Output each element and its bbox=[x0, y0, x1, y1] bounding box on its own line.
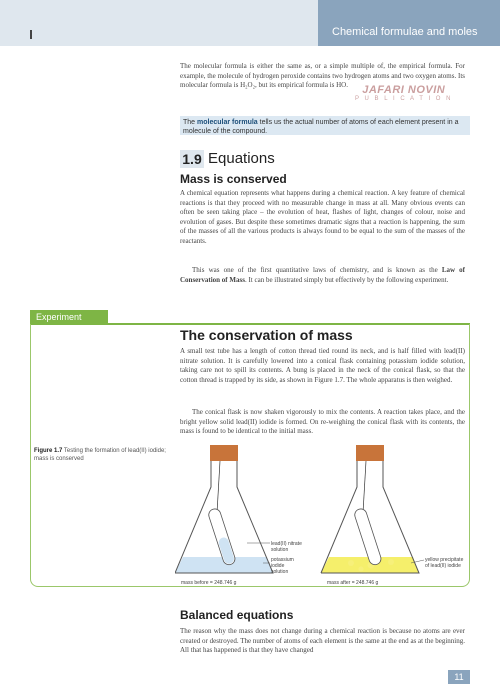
experiment-tab: Experiment bbox=[30, 310, 108, 324]
bung-before bbox=[210, 445, 238, 461]
header-right-band bbox=[318, 0, 500, 46]
header-marker bbox=[30, 30, 32, 39]
experiment-paragraph-2: The conical flask is now shaken vigorously to mix the contents. A reaction takes place, and the bright yellow solid lead(II) iodide is formed. On re-weighing the conical flask with its contents, the mass is found to be identical to the initial mass. bbox=[180, 408, 465, 436]
figure-caption bbox=[34, 448, 169, 463]
flask-figure bbox=[175, 445, 465, 585]
watermark-subtitle: P U B L I C A T I O N bbox=[355, 96, 453, 102]
figure-caption-text: Testing the formation of lead(II) iodide; mass is conserved bbox=[34, 448, 166, 462]
running-head-title: Chemical formulae and moles bbox=[332, 26, 478, 38]
watermark-title: JAFARI NOVIN bbox=[362, 84, 446, 96]
section-paragraph-2 bbox=[180, 266, 465, 285]
cotton-thread-after bbox=[363, 461, 366, 513]
definition-box bbox=[180, 116, 470, 135]
page-number: 11 bbox=[448, 670, 470, 684]
flask-before bbox=[175, 445, 273, 573]
label-lead-nitrate: lead(II) nitrate solution bbox=[271, 541, 302, 553]
mass-after-label: mass after = 248.746 g bbox=[327, 580, 379, 585]
balanced-paragraph: The reason why the mass does not change during a chemical reaction is because no atoms are ever created or destroyed. The number of atoms of each element is the same at the end as at the beginning. All that has happened is that they have changed bbox=[180, 627, 465, 655]
section-number: 1.9 bbox=[180, 150, 204, 168]
header-left-band bbox=[0, 0, 318, 46]
section-title: Equations bbox=[208, 150, 275, 167]
bung-after bbox=[356, 445, 384, 461]
definition-term: molecular formula bbox=[197, 119, 258, 126]
label-potassium-iodide: potassium iodide solution bbox=[271, 557, 294, 575]
flask-after bbox=[321, 445, 419, 573]
label-yellow-precipitate: yellow precipitate of lead(II) iodide bbox=[425, 557, 464, 569]
paragraph-2-end: . It can be illustrated simply but effectively by the following experiment. bbox=[244, 275, 449, 284]
balanced-equations-title: Balanced equations bbox=[180, 608, 294, 622]
paragraph-2-start: This was one of the first quantitative laws of chemistry, and is known as the bbox=[192, 266, 442, 274]
section-paragraph-1: A chemical equation represents what happens during a chemical reaction. A key feature of chemical reactions is that they proceed with no measurable change in mass at all. Many obvious events can often be seen taking place – the evolution of heat, flashes of light, changes of colour, noise and evolution of gases. But despite these sometimes dramatic signs that a reaction is happening, the sum of the masses of all the various products is always found to be equal to the sum of the masses of the reactants. bbox=[180, 189, 465, 245]
figure-caption-label: Figure 1.7 bbox=[34, 448, 63, 454]
subsection-title: Mass is conserved bbox=[180, 172, 287, 186]
definition-prefix: The bbox=[183, 119, 198, 126]
experiment-paragraph-1: A small test tube has a length of cotton thread tied round its neck, and is half filled with lead(II) nitrate solution. It is carefully lowered into a conical flask containing potassium iodide solution, taking care not to spill its contents. A bung is placed in the neck of the conical flask, so that the cotton thread is trapped by its side, as shown in Figure 1.7. The whole apparatus is then weighed. bbox=[180, 347, 465, 384]
intro-paragraph: The molecular formula is either the same as, or a simple multiple of, the empirical formula. For example, the molecule of hydrogen peroxide contains two hydrogen atoms and two oxygen atoms. Its molecular formula is H₂O₂, but its empirical formula is HO. bbox=[180, 62, 465, 90]
law-name: Law of Conservation of Mass bbox=[180, 266, 465, 284]
experiment-title: The conservation of mass bbox=[180, 327, 353, 343]
definition-suffix: tells us the actual number of atoms of each element present in a molecule of the compound. bbox=[183, 119, 459, 135]
page-header bbox=[0, 0, 500, 46]
mass-before-label: mass before = 248.746 g bbox=[181, 580, 237, 585]
publisher-watermark bbox=[355, 84, 452, 102]
